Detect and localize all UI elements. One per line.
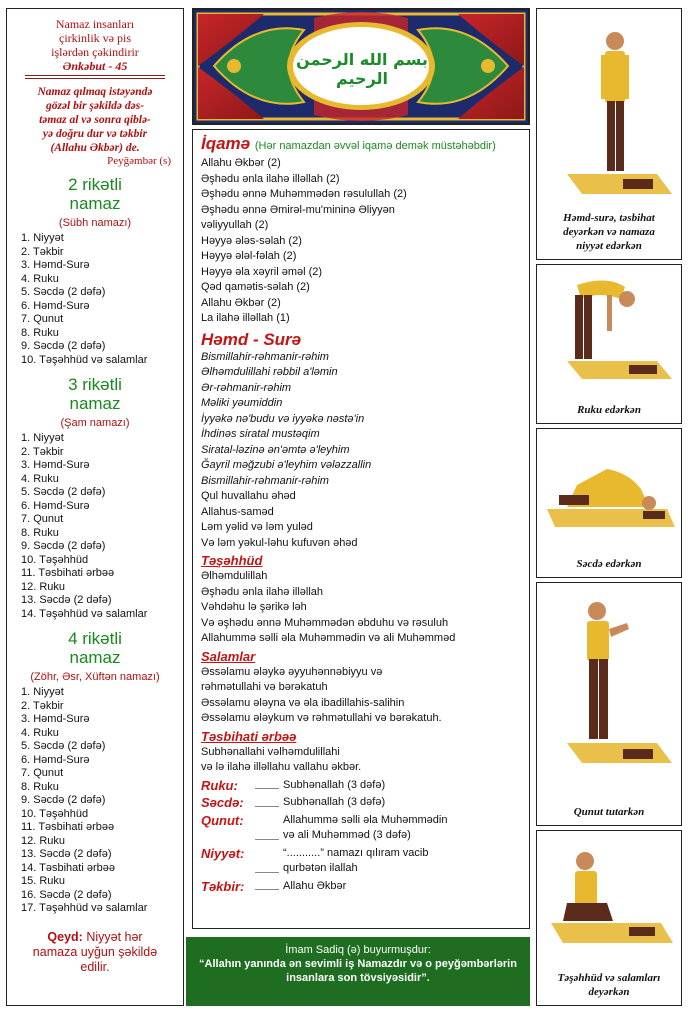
iqame-line: La ilahə illəllah (1): [201, 312, 290, 324]
pose-caption: [537, 971, 681, 999]
step-item: 9. Səcdə (2 dəfə): [21, 340, 106, 352]
step-item: 16. Səcdə (2 dəfə): [21, 888, 112, 901]
step-item: 3. Həmd-Surə: [21, 259, 90, 271]
step-list: [7, 686, 183, 916]
step-list: [7, 232, 183, 367]
step-item: 11. Təsbihati ərbəə: [21, 567, 115, 579]
formula-line: və ali Muhəmməd (3 dəfə): [283, 829, 411, 841]
salamlar-line: rəhmətullahi və bərəkatuh: [201, 681, 328, 693]
hadith-quote: [11, 85, 179, 155]
step-item: 4. Ruku: [21, 472, 59, 485]
pose-qunut: [536, 582, 682, 826]
hemd-line: Ər-rəhmanir-rəhim: [201, 381, 292, 394]
step-item: 5. Səcdə (2 dəfə): [21, 486, 106, 498]
formula-dots: [255, 813, 279, 840]
left-column: [6, 8, 184, 1006]
qunut-figure-illustration: [537, 583, 681, 783]
step-item: 13. Səcdə (2 dəfə): [21, 848, 112, 860]
formula-value: [283, 795, 385, 811]
step-item: 3. Həmd-Surə: [21, 713, 90, 725]
hadith-line: gözəl bir şəkildə dəs-: [45, 100, 145, 112]
pose-caption: [537, 403, 681, 417]
iqame-line: Əşhədu ənla ilahə illəllah (2): [201, 172, 340, 185]
step-item: 2. Təkbir: [21, 445, 64, 458]
salamlar-heading: Salamlar: [201, 648, 256, 664]
banner-line: “Allahın yanında ən sevimli iş Namazdır və o peyğəmbərlərin: [199, 958, 517, 970]
iqame-line: Əşhədu ənnə Muhəmmədən rəsulullah (2): [201, 188, 407, 200]
caption-line: Səcdə edərkən: [576, 558, 642, 570]
step-item: 14. Təsbihati ərbəə: [21, 861, 115, 874]
iqame-line: Allahu Əkbər (2): [201, 157, 281, 169]
formula-key: Ruku:: [201, 777, 238, 793]
iqame-line: Əşhədu ənnə Əmirəl-mu'mininə Əliyyən: [201, 203, 395, 216]
hemd-line: Əlhəmdulillahi rəbbil a'ləmin: [201, 366, 338, 378]
formula-value: [283, 778, 385, 794]
pose-caption: [537, 557, 681, 571]
step-item: 15. Ruku: [21, 875, 66, 887]
note-text: Niyyət hər: [86, 929, 143, 944]
tashahhud-figure-illustration: [537, 831, 681, 961]
step-item: 10. Təşəhhüd və salamlar: [21, 353, 148, 366]
section-title: 2 rikətli: [68, 175, 122, 194]
step-item: 5. Səcdə (2 dəfə): [21, 740, 106, 752]
section-title: 3 rikətli: [68, 375, 122, 394]
hemd-line: Məliki yəumiddin: [201, 397, 283, 409]
header-ornament: [192, 8, 530, 125]
formula-value: [283, 879, 346, 895]
formula-line: Subhənallah (3 dəfə): [283, 796, 386, 808]
note-line: edilir.: [80, 959, 110, 974]
formula-row: [201, 846, 521, 877]
teshehhud-line: Əşhədu ənla ilahə illəllah: [201, 585, 324, 598]
step-item: 1. Niyyət: [21, 232, 64, 244]
step-item: 2. Təkbir: [21, 245, 64, 258]
section-title: namaz: [69, 648, 121, 667]
hemd-line: Ğayril məğzubi ə'leyhim vələzzallin: [201, 459, 372, 471]
bismillah-calligraphy: بسم الله الرحمن الرحيم: [296, 50, 428, 88]
pose-caption: [537, 211, 681, 253]
step-item: 1. Niyyət: [21, 686, 64, 698]
quote-line: Namaz insanları: [55, 17, 135, 31]
teshehhud-line: Vəhdəhu lə şərikə ləh: [201, 601, 307, 613]
step-item: 8. Ruku: [21, 780, 59, 793]
hemd-line: Və ləm yəkul-ləhu kufuvən əhəd: [201, 536, 358, 549]
teshehhud-line: Və əşhədu ənnə Muhəmmədən əbduhu və rəsuluh: [201, 616, 449, 629]
step-item: 11. Təsbihati ərbəə: [21, 821, 115, 833]
imam-sadiq-quote-banner: [186, 937, 530, 1006]
tesbihati-line: Subhənallahi vəlhəmdulillahi: [201, 745, 340, 758]
hemd-heading: Həmd - Surə: [201, 329, 302, 349]
formula-line: qurbətən ilallah: [283, 862, 358, 874]
step-item: 7. Qunut: [21, 513, 64, 525]
tesbihati-text: [201, 745, 521, 776]
step-item: 6. Həmd-Surə: [21, 499, 90, 512]
formula-dots: [255, 846, 279, 873]
caption-line: Həmd-surə, təsbihat: [563, 212, 655, 224]
banner-line: İmam Sadiq (ə) buyurmuşdur:: [285, 944, 431, 956]
caption-line: Təşəhhüd və salamları: [557, 972, 661, 984]
hemd-text: [201, 350, 521, 552]
formula-line: Subhənallah (3 dəfə): [283, 778, 386, 791]
section-title: namaz: [69, 394, 121, 413]
hadith-line: təmaz al və sonra qiblə-: [39, 114, 151, 126]
step-item: 7. Qunut: [21, 313, 64, 325]
formula-dots: [255, 879, 279, 891]
quote-line: çirkinlik və pis: [59, 31, 131, 45]
teshehhud-line: Allahummə səlli əla Muhəmmədin və ali Muhəmməd: [201, 632, 456, 644]
short-formulas: [201, 778, 521, 895]
formula-line: Allahu Əkbər: [283, 879, 347, 892]
caption-line: deyərkən və namaza: [563, 226, 655, 238]
iqame-heading: [201, 134, 521, 156]
section-subtitle: (Şam namazı): [60, 417, 130, 429]
note-line: namaza uyğun şəkildə: [32, 944, 158, 959]
step-item: 6. Həmd-Surə: [21, 753, 90, 766]
step-list: [7, 432, 183, 621]
note-label: Qeyd:: [47, 929, 83, 944]
step-item: 9. Səcdə (2 dəfə): [21, 794, 106, 806]
tesbihati-heading: Təsbihati ərbəə: [201, 728, 297, 744]
step-item: 5. Səcdə (2 dəfə): [21, 286, 106, 298]
step-item: 17. Təşəhhüd və salamlar: [21, 902, 148, 914]
step-item: 10. Təşəhhüd: [21, 807, 89, 820]
quote-source: Ənkəbut - 45: [62, 59, 128, 73]
note: [7, 930, 183, 975]
caption-line: deyərkən: [588, 986, 630, 998]
salamlar-text: [201, 665, 521, 727]
step-item: 9. Səcdə (2 dəfə): [21, 540, 106, 552]
teshehhud-heading: Təşəhhüd: [201, 553, 263, 568]
salamlar-line: Əssəlamu ələykum və rəhmətullahi və bərəkatuh.: [201, 712, 442, 724]
ruku-figure-illustration: [537, 265, 681, 385]
pose-tashahhud: [536, 830, 682, 1006]
pose-ruku: [536, 264, 682, 424]
iqame-subtitle: (Hər namazdan əvvəl iqamə demək müstəhəbdir): [254, 140, 496, 152]
sajda-figure-illustration: [537, 429, 681, 539]
formula-value: [283, 846, 428, 877]
hemd-line: Siratal-ləzinə ən'əmtə ə'leyhim: [201, 443, 350, 456]
pose-caption: [537, 805, 681, 819]
section-subtitle: (Sübh namazı): [58, 217, 132, 229]
formula-row: [201, 778, 521, 794]
section-title: namaz: [69, 194, 121, 213]
salamlar-line: Əssəlamu ələyna və əla ibadillahis-salihin: [201, 696, 405, 709]
section-title: 4 rikətli: [68, 629, 122, 648]
iqame-title: İqamə: [201, 134, 251, 153]
quran-quote: [7, 17, 183, 73]
formula-line: “...........” namazı qılıram vacib: [283, 846, 429, 859]
hadith-line: yə doğru dur və təkbir: [42, 128, 148, 140]
step-item: 6. Həmd-Surə: [21, 299, 90, 312]
formula-value: [283, 813, 447, 844]
banner-line: insanlara son tövsiyəsidir”.: [286, 972, 430, 984]
formula-dots: [255, 778, 279, 790]
hemd-line: Bismillahir-rəhmanir-rəhim: [201, 350, 329, 363]
hemd-line: İyyəkə nə'budu və iyyəkə nəstə'in: [201, 412, 365, 425]
step-item: 3. Həmd-Surə: [21, 459, 90, 471]
pose-standing: [536, 8, 682, 260]
step-item: 8. Ruku: [21, 326, 59, 339]
caption-line: niyyət edərkən: [576, 240, 642, 252]
divider: [25, 78, 165, 79]
hemd-line: İhdinəs siratal mustəqim: [201, 428, 320, 440]
step-item: 14. Təşəhhüd və salamlar: [21, 607, 148, 620]
caption-line: Qunut tutarkən: [573, 806, 645, 818]
iqame-text: [201, 156, 521, 327]
iqame-line: Allahu Əkbər (2): [201, 296, 281, 309]
salamlar-line: Əssəlamu ələykə əyyuhənnəbiyyu və: [201, 665, 383, 678]
step-item: 1. Niyyət: [21, 432, 64, 444]
hadith-line: (Allahu Əkbər) de.: [50, 142, 140, 154]
iqame-line: vəliyyullah (2): [201, 219, 269, 231]
hemd-line: Allahus-saməd: [201, 505, 274, 518]
step-item: 2. Təkbir: [21, 699, 64, 712]
formula-row: [201, 795, 521, 811]
step-item: 12. Ruku: [21, 580, 66, 593]
step-item: 4. Ruku: [21, 726, 59, 739]
step-item: 12. Ruku: [21, 834, 66, 847]
section-subtitle: (Zöhr, Əsr, Xüftən namazı): [30, 671, 160, 683]
teshehhud-line: Əlhəmdulillah: [201, 570, 268, 582]
formula-key: Səcdə:: [201, 795, 244, 810]
formula-key: Niyyət:: [201, 845, 245, 861]
caption-line: Ruku edərkən: [577, 404, 641, 416]
teshehhud-text: [201, 569, 521, 647]
prayer-texts: [192, 129, 530, 929]
formula-line: Allahummə səlli əla Muhəmmədin: [283, 813, 448, 826]
formula-key: Təkbir:: [201, 878, 245, 894]
quote-line: işlərdən çəkindirir: [51, 45, 139, 59]
iqame-line: Həyyə əla xəyril əməl (2): [201, 265, 323, 278]
formula-dots: [255, 795, 279, 807]
hemd-line: Ləm yəlid və ləm yuləd: [201, 521, 313, 533]
iqame-line: Qəd qamətis-səlah (2): [201, 281, 310, 293]
step-item: 8. Ruku: [21, 526, 59, 539]
iqame-line: Həyyə ələl-fəlah (2): [201, 250, 297, 262]
divider: [25, 75, 165, 76]
formula-row: [201, 879, 521, 895]
formula-key: Qunut:: [201, 812, 244, 828]
pose-sajda: [536, 428, 682, 578]
hemd-line: Qul huvallahu əhəd: [201, 490, 296, 502]
step-item: 13. Səcdə (2 dəfə): [21, 594, 112, 606]
hemd-line: Bismillahir-rəhmanir-rəhim: [201, 474, 329, 487]
step-item: 7. Qunut: [21, 767, 64, 779]
formula-row: [201, 813, 521, 844]
tesbihati-line: və lə ilahə illəllahu vallahu əkbər.: [201, 761, 362, 773]
standing-figure-illustration: [537, 9, 681, 209]
hadith-line: Namaz qılmaq istəyəndə: [37, 86, 153, 98]
iqame-line: Həyyə ələs-səlah (2): [201, 234, 302, 247]
step-item: 4. Ruku: [21, 272, 59, 285]
step-item: 10. Təşəhhüd: [21, 553, 89, 566]
hadith-source: Peyğəmbər (s): [107, 155, 171, 167]
